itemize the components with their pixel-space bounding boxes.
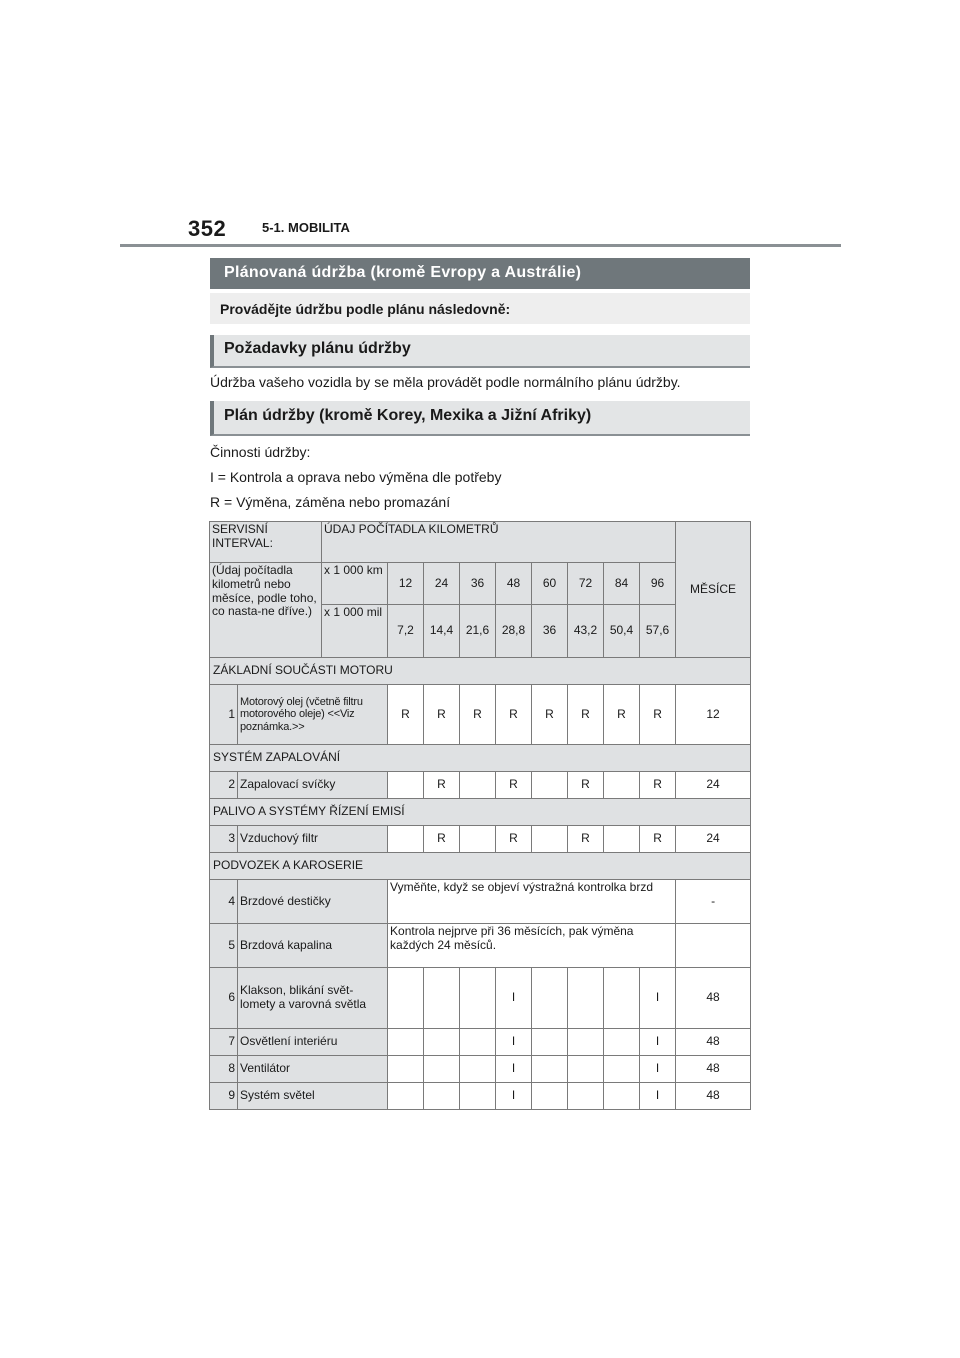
interval-cell xyxy=(532,968,568,1029)
interval-cell xyxy=(532,1029,568,1056)
interval-cell: R xyxy=(568,685,604,745)
legend-i: I = Kontrola a oprava nebo výměna dle potřeby xyxy=(210,469,502,485)
km-interval: 48 xyxy=(496,563,532,605)
months-cell xyxy=(676,924,751,968)
mi-interval: 36 xyxy=(532,605,568,658)
item-name: Systém světel xyxy=(238,1083,388,1110)
interval-cell: R xyxy=(568,826,604,853)
km-unit: x 1 000 km xyxy=(322,563,388,605)
km-interval: 96 xyxy=(640,563,676,605)
item-number: 2 xyxy=(210,772,238,799)
section-header: SYSTÉM ZAPALOVÁNÍ xyxy=(210,745,751,772)
table-row xyxy=(210,1056,751,1083)
reading-note: (Údaj počítadla kilometrů nebo měsíce, podle toho, co nasta-ne dříve.) xyxy=(210,563,322,658)
interval-cell: R xyxy=(640,772,676,799)
interval-cell xyxy=(424,1083,460,1110)
interval-cell: R xyxy=(532,685,568,745)
interval-cell xyxy=(604,1056,640,1083)
item-name: Brzdová kapalina xyxy=(238,924,388,968)
intro-bar: Provádějte údržbu podle plánu následovně: xyxy=(210,293,750,324)
item-name: Vzduchový filtr xyxy=(238,826,388,853)
months-cell: 24 xyxy=(676,772,751,799)
interval-cell xyxy=(568,1083,604,1110)
interval-cell: I xyxy=(640,1029,676,1056)
odometer-header: ÚDAJ POČÍTADLA KILOMETRŮ xyxy=(322,522,676,563)
mi-interval: 43,2 xyxy=(568,605,604,658)
table-row xyxy=(210,924,751,968)
item-name: Brzdové destičky xyxy=(238,880,388,924)
table-row xyxy=(210,968,751,1029)
km-interval: 12 xyxy=(388,563,424,605)
mi-interval: 7,2 xyxy=(388,605,424,658)
requirements-heading: Požadavky plánu údržby xyxy=(210,335,750,368)
interval-cell: R xyxy=(460,685,496,745)
activities-label: Činnosti údržby: xyxy=(210,444,311,460)
interval-cell: R xyxy=(568,772,604,799)
page-title-bar: Plánovaná údržba (kromě Evropy a Austrálie) xyxy=(210,258,750,289)
months-header: MĚSÍCE xyxy=(676,522,751,658)
maintenance-table xyxy=(209,521,751,1110)
interval-cell xyxy=(532,1083,568,1110)
interval-cell xyxy=(460,1029,496,1056)
interval-cell: I xyxy=(640,1056,676,1083)
section-header: ZÁKLADNÍ SOUČÁSTI MOTORU xyxy=(210,658,751,685)
interval-cell: R xyxy=(424,772,460,799)
interval-cell xyxy=(460,826,496,853)
km-interval: 36 xyxy=(460,563,496,605)
interval-cell: I xyxy=(496,1056,532,1083)
interval-cell: I xyxy=(496,1029,532,1056)
months-cell: 48 xyxy=(676,968,751,1029)
table-row xyxy=(210,826,751,853)
months-cell: 48 xyxy=(676,1029,751,1056)
item-number: 7 xyxy=(210,1029,238,1056)
interval-cell: R xyxy=(424,826,460,853)
km-interval: 24 xyxy=(424,563,460,605)
mi-interval: 21,6 xyxy=(460,605,496,658)
interval-cell: R xyxy=(496,685,532,745)
interval-cell xyxy=(460,1083,496,1110)
km-interval: 72 xyxy=(568,563,604,605)
plan-heading: Plán údržby (kromě Korey, Mexika a Jižní Afriky) xyxy=(210,401,750,436)
section-header: PALIVO A SYSTÉMY ŘÍZENÍ EMISÍ xyxy=(210,799,751,826)
interval-cell xyxy=(532,826,568,853)
months-cell: 12 xyxy=(676,685,751,745)
interval-cell xyxy=(460,772,496,799)
interval-cell xyxy=(460,968,496,1029)
service-interval-header: SERVISNÍ INTERVAL: xyxy=(210,522,322,563)
months-cell: 24 xyxy=(676,826,751,853)
legend-r: R = Výměna, záměna nebo promazání xyxy=(210,494,451,510)
item-number: 6 xyxy=(210,968,238,1029)
page-number: 352 xyxy=(188,216,227,241)
interval-cell xyxy=(388,1056,424,1083)
table-row xyxy=(210,1029,751,1056)
table-row xyxy=(210,772,751,799)
km-interval: 84 xyxy=(604,563,640,605)
item-number: 9 xyxy=(210,1083,238,1110)
table-row xyxy=(210,685,751,745)
requirements-text: Údržba vašeho vozidla by se měla provádět podle normálního plánu údržby. xyxy=(210,374,681,390)
interval-cell xyxy=(604,1029,640,1056)
mi-interval: 57,6 xyxy=(640,605,676,658)
table-row xyxy=(210,1083,751,1110)
interval-cell xyxy=(532,772,568,799)
interval-cell xyxy=(424,1056,460,1083)
interval-cell xyxy=(604,1083,640,1110)
interval-cell xyxy=(388,968,424,1029)
item-name: Ventilátor xyxy=(238,1056,388,1083)
interval-cell xyxy=(568,1029,604,1056)
mi-interval: 50,4 xyxy=(604,605,640,658)
header-rule xyxy=(120,244,841,247)
interval-cell: R xyxy=(640,826,676,853)
months-cell: 48 xyxy=(676,1083,751,1110)
item-name: Zapalovací svíčky xyxy=(238,772,388,799)
months-cell: 48 xyxy=(676,1056,751,1083)
interval-cell: R xyxy=(388,685,424,745)
interval-cell xyxy=(460,1056,496,1083)
item-number: 1 xyxy=(210,685,238,745)
interval-cell xyxy=(532,1056,568,1083)
interval-cell xyxy=(388,1083,424,1110)
interval-cell: I xyxy=(496,968,532,1029)
interval-cell xyxy=(388,1029,424,1056)
interval-cell xyxy=(568,1056,604,1083)
interval-cell xyxy=(424,1029,460,1056)
item-name: Motorový olej (včetně filtru motorového oleje) <<Viz poznámka.>> xyxy=(238,685,388,745)
interval-cell: R xyxy=(640,685,676,745)
item-number: 5 xyxy=(210,924,238,968)
mi-unit: x 1 000 mil xyxy=(322,605,388,658)
interval-cell xyxy=(604,968,640,1029)
item-number: 4 xyxy=(210,880,238,924)
interval-cell: I xyxy=(496,1083,532,1110)
interval-cell: R xyxy=(424,685,460,745)
section-label: 5-1. MOBILITA xyxy=(262,220,350,235)
mi-interval: 14,4 xyxy=(424,605,460,658)
item-number: 3 xyxy=(210,826,238,853)
item-note: Kontrola nejprve při 36 měsících, pak výměna každých 24 měsíců. xyxy=(388,924,676,968)
interval-cell xyxy=(568,968,604,1029)
interval-cell: R xyxy=(604,685,640,745)
table-row xyxy=(210,880,751,924)
item-name: Osvětlení interiéru xyxy=(238,1029,388,1056)
km-interval: 60 xyxy=(532,563,568,605)
months-cell: - xyxy=(676,880,751,924)
interval-cell: R xyxy=(496,826,532,853)
item-name: Klakson, blikání svět-lomety a varovná světla xyxy=(238,968,388,1029)
section-header: PODVOZEK A KAROSERIE xyxy=(210,853,751,880)
interval-cell: I xyxy=(640,968,676,1029)
interval-cell xyxy=(604,772,640,799)
interval-cell: I xyxy=(640,1083,676,1110)
interval-cell xyxy=(424,968,460,1029)
interval-cell xyxy=(604,826,640,853)
interval-cell xyxy=(388,772,424,799)
interval-cell: R xyxy=(496,772,532,799)
item-number: 8 xyxy=(210,1056,238,1083)
item-note: Vyměňte, když se objeví výstražná kontrolka brzd xyxy=(388,880,676,924)
interval-cell xyxy=(388,826,424,853)
mi-interval: 28,8 xyxy=(496,605,532,658)
